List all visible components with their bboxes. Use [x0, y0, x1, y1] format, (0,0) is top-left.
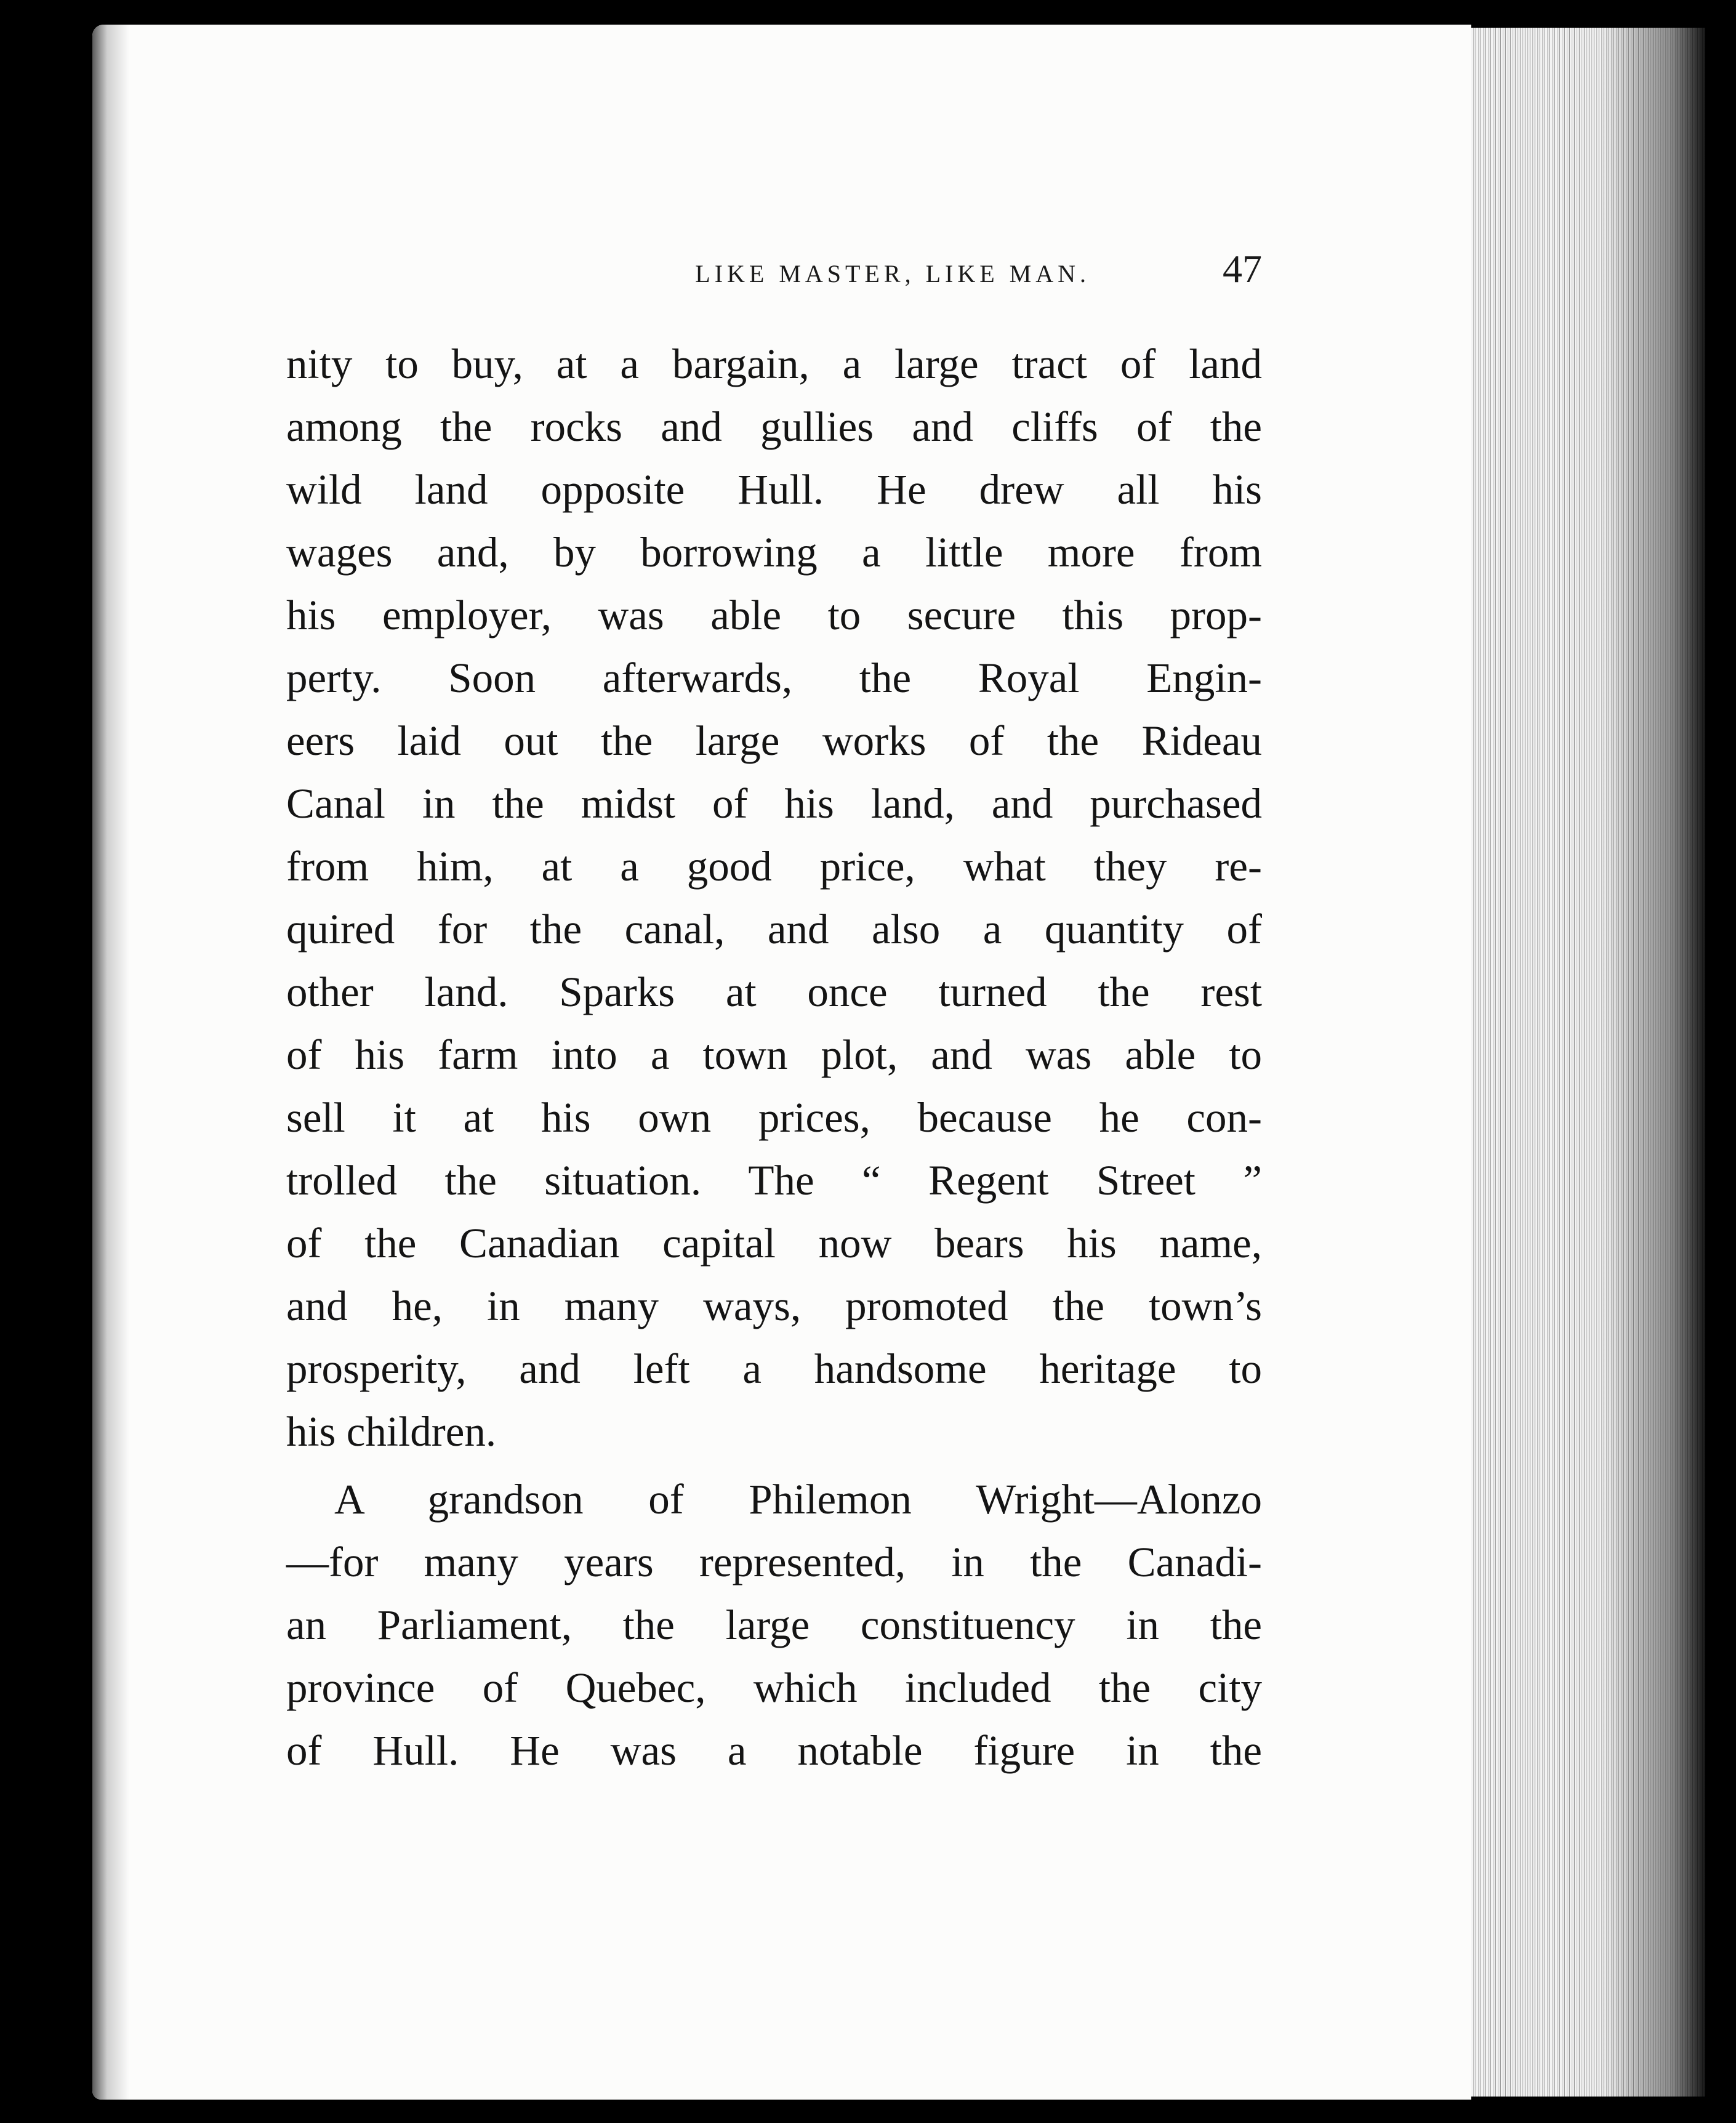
text-line: his children. — [286, 1408, 497, 1455]
binding-shadow — [92, 25, 129, 2100]
page-number: 47 — [1223, 247, 1262, 291]
text-line: an Parliament, the large constituency in the — [286, 1601, 1262, 1648]
paragraph-gap — [286, 1463, 1262, 1468]
text-line: Canal in the midst of his land, and purchased — [286, 780, 1262, 827]
running-head-title: LIKE MASTER, LIKE MAN. — [695, 260, 1090, 288]
text-line: quired for the canal, and also a quantity of — [286, 906, 1262, 953]
text-line: A grandson of Philemon Wright—Alonzo — [334, 1476, 1262, 1523]
page-edges-shade — [1471, 28, 1705, 2097]
text-line: province of Quebec, which included the city — [286, 1664, 1262, 1711]
text-line: wild land opposite Hull. He drew all his — [286, 466, 1262, 513]
text-line: from him, at a good price, what they re- — [286, 843, 1262, 890]
text-line: perty. Soon afterwards, the Royal Engin- — [286, 655, 1262, 701]
text-line: and he, in many ways, promoted the town’s — [286, 1283, 1262, 1329]
text-line: prosperity, and left a handsome heritage to — [286, 1345, 1262, 1392]
text-line: nity to buy, at a bargain, a large tract of land — [286, 340, 1262, 387]
paragraph-2 — [286, 1468, 1262, 1782]
text-line: eers laid out the large works of the Rideau — [286, 717, 1262, 764]
text-line: of his farm into a town plot, and was able to — [286, 1031, 1262, 1078]
text-line: —for many years represented, in the Canadi- — [286, 1539, 1262, 1585]
text-line: among the rocks and gullies and cliffs of the — [286, 403, 1262, 450]
text-line: of the Canadian capital now bears his name, — [286, 1220, 1262, 1267]
text-line: of Hull. He was a notable figure in the — [286, 1727, 1262, 1774]
text-line: trolled the situation. The “ Regent Street ” — [286, 1157, 1262, 1204]
text-line: his employer, was able to secure this prop- — [286, 592, 1262, 639]
paragraph-1 — [286, 332, 1262, 1463]
running-head — [286, 246, 1262, 302]
text-line: sell it at his own prices, because he con- — [286, 1094, 1262, 1141]
page-text — [286, 246, 1262, 1782]
text-line: wages and, by borrowing a little more from — [286, 529, 1262, 576]
text-line: other land. Sparks at once turned the rest — [286, 969, 1262, 1015]
